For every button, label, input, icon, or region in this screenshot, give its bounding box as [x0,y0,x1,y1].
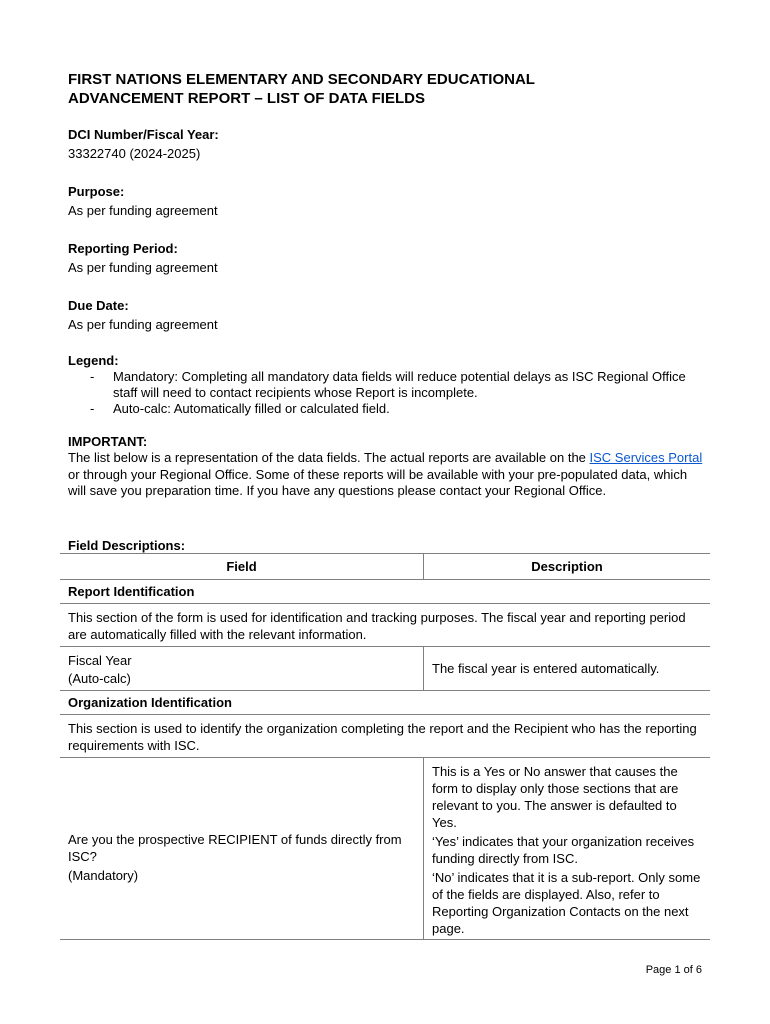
header-description: Description [424,554,711,580]
reporting-period-value: As per funding agreement [68,260,218,275]
legend-list [68,369,708,417]
section-title-report-identification: Report Identification [60,580,710,604]
important-text-post: or through your Regional Office. Some of these reports will be available with your pre-populated data, which will save you preparation time. If you have any questions please contact your Regional Office. [68,466,688,498]
legend-block [68,352,708,417]
due-date-block [68,297,708,333]
isc-services-portal-link[interactable]: ISC Services Portal [589,450,703,466]
description-cell [424,758,711,940]
description-paragraph: This is a Yes or No answer that causes the form to display only those sections that are relevant to you. The answer is defaulted to Yes. [432,764,679,830]
reporting-period-label: Reporting Period: [68,241,178,256]
important-text [68,450,708,499]
legend-item [68,369,708,401]
field-cell [60,647,424,691]
field-qualifier: (Mandatory) [68,867,139,883]
legend-item-text: Mandatory: Completing all mandatory data fields will reduce potential delays as ISC Regional Office staff will need to contact recipients whose Report is incomplete. [113,369,686,400]
purpose-label: Purpose: [68,184,125,199]
dash-bullet-icon: - [90,369,95,384]
dci-block [68,126,708,162]
field-descriptions-table [60,553,710,940]
field-name: Are you the prospective RECIPIENT of funds directly from ISC? [68,831,402,864]
table-header-row [60,554,710,580]
legend-item-text: Auto-calc: Automatically filled or calculated field. [113,401,390,416]
header-field: Field [60,554,424,580]
field-descriptions-label: Field Descriptions: [68,538,186,553]
legend-label: Legend: [68,353,119,368]
reporting-period-block [68,240,708,276]
description-cell: The fiscal year is entered automatically. [424,647,711,691]
section-text-organization-identification: This section is used to identify the organization completing the report and the Recipient who has the reporting requirements with ISC. [60,715,710,758]
dci-label: DCI Number/Fiscal Year: [68,127,219,142]
important-text-pre: The list below is a representation of the data fields. The actual reports are available on the [68,450,590,466]
due-date-value: As per funding agreement [68,317,218,332]
section-title-organization-identification: Organization Identification [60,691,710,715]
description-paragraph: ‘No’ indicates that it is a sub-report. Only some of the fields are displayed. Also, refer to Reporting Organization Contacts on the next page. [432,870,701,936]
field-descriptions-heading [68,537,708,554]
dci-value: 33322740 (2024-2025) [68,146,201,161]
description-paragraph: ‘Yes’ indicates that your organization receives funding directly from ISC. [432,834,695,866]
section-text-row [60,715,710,758]
table-row [60,647,710,691]
important-block [68,434,708,499]
title-line-1: FIRST NATIONS ELEMENTARY AND SECONDARY EDUCATIONAL [68,71,535,88]
purpose-value: As per funding agreement [68,203,218,218]
field-name: Fiscal Year [68,653,132,668]
field-qualifier: (Auto-calc) [68,671,131,686]
field-cell [60,758,424,940]
section-text-report-identification: This section of the form is used for identification and tracking purposes. The fiscal year and reporting period are automatically filled with the relevant information. [60,604,710,647]
legend-item [68,401,708,417]
important-label: IMPORTANT: [68,434,148,449]
page-number: Page 1 of 6 [645,964,702,976]
page-title [68,70,708,108]
title-line-2: ADVANCEMENT REPORT – LIST OF DATA FIELDS [68,90,425,107]
table-row [60,758,710,940]
purpose-block [68,183,708,219]
section-row [60,580,710,604]
due-date-label: Due Date: [68,298,129,313]
section-row [60,691,710,715]
section-text-row [60,604,710,647]
dash-bullet-icon: - [90,401,95,416]
